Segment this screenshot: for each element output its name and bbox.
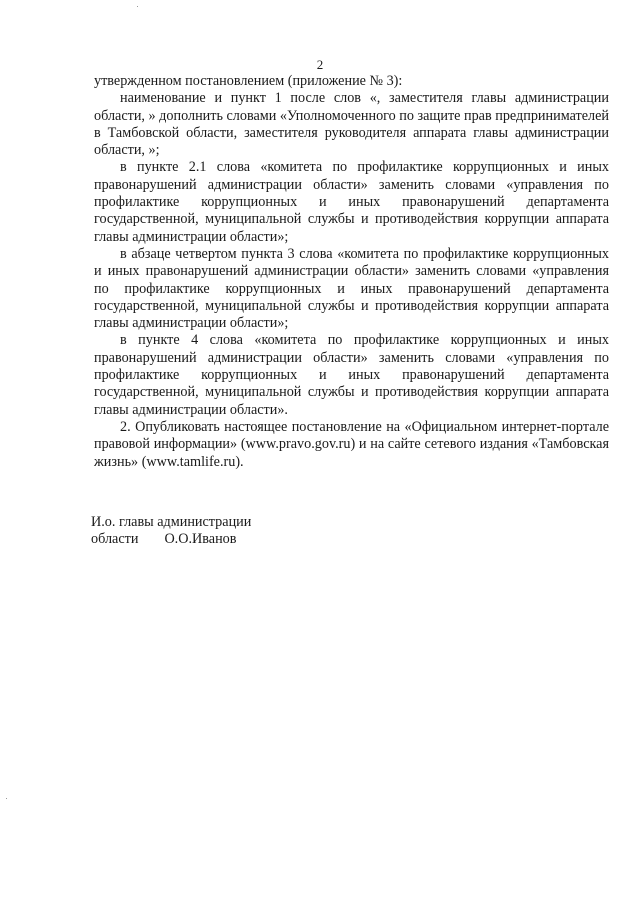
page-number: 2	[316, 57, 324, 72]
paragraph-intro: утвержденном постановлением (приложение № 3):	[94, 73, 403, 89]
paragraph-item-3: в абзаце четвертом пункта 3 слова «комитета по профилактике коррупционных и иных правонарушений администрации области» заменить словами «управления по профилактике коррупционных и иных правонарушений департамента государственной, муниципальной службы и противодействия коррупции аппарата главы администрации области»;	[94, 245, 609, 332]
paragraph-item-2-1: в пункте 2.1 слова «комитета по профилактике коррупционных и иных правонарушений администрации области» заменить словами «управления по профилактике коррупционных и иных правонарушений департамента государственной, муниципальной службы и противодействия коррупции аппарата главы администрации области»;	[94, 159, 609, 245]
signature-title-line1: И.о. главы администрации	[91, 514, 252, 530]
scan-speck	[137, 6, 138, 7]
signature-block	[91, 514, 251, 548]
signatory-name: О.О.Иванов	[164, 531, 237, 547]
paragraph-item-name: наименование и пункт 1 после слов «, заместителя главы администрации области, » дополнить словами «Уполномоченного по защите прав предпринимателей в Тамбовской области, заместителя руководителя аппарата главы администрации области, »;	[94, 90, 609, 159]
scan-speck	[6, 798, 7, 799]
document-body	[94, 73, 609, 471]
paragraph-item-4: в пункте 4 слова «комитета по профилактике коррупционных и иных правонарушений администрации области» заменить словами «управления по профилактике коррупционных и иных правонарушений департамента государственной, муниципальной службы и противодействия коррупции аппарата главы администрации области».	[94, 332, 609, 418]
signature-title-line2	[91, 531, 251, 548]
paragraph-publish: 2. Опубликовать настоящее постановление на «Официальном интернет-портале правовой информации» (www.pravo.gov.ru) и на сайте сетевого издания «Тамбовская жизнь» (www.tamlife.ru).	[94, 418, 609, 470]
signature-title-region: области	[91, 531, 139, 547]
